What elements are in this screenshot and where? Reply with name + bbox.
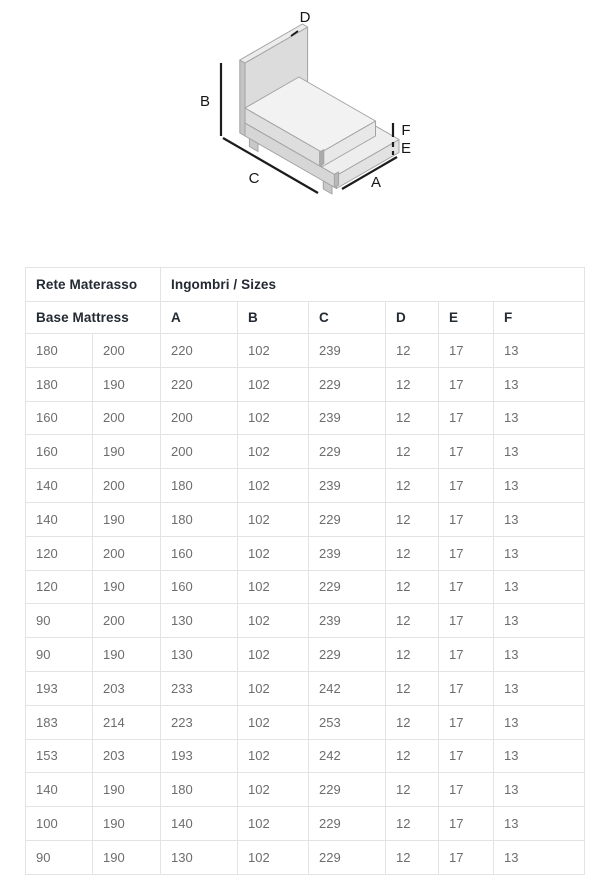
table-cell: 17	[439, 807, 494, 841]
table-row	[26, 570, 585, 604]
table-cell: 17	[439, 638, 494, 672]
bed-isometric-drawing	[185, 6, 435, 224]
table-cell: 102	[238, 502, 309, 536]
table-cell: 220	[161, 334, 238, 368]
table-cell: 13	[494, 435, 585, 469]
table-cell: 160	[161, 570, 238, 604]
table-cell: 17	[439, 739, 494, 773]
column-header-b: B	[238, 302, 309, 334]
sizes-table-section	[25, 267, 584, 875]
table-cell: 13	[494, 469, 585, 503]
table-cell: 193	[161, 739, 238, 773]
table-cell: 13	[494, 367, 585, 401]
table-cell: 200	[93, 604, 161, 638]
column-header-d: D	[386, 302, 439, 334]
table-row	[26, 435, 585, 469]
table-cell: 12	[386, 367, 439, 401]
table-cell: 180	[161, 773, 238, 807]
table-cell: 193	[26, 671, 93, 705]
column-header-f: F	[494, 302, 585, 334]
table-cell: 180	[26, 367, 93, 401]
table-cell: 102	[238, 435, 309, 469]
label-f: F	[401, 122, 411, 139]
table-row	[26, 502, 585, 536]
table-cell: 200	[93, 401, 161, 435]
table-cell: 12	[386, 705, 439, 739]
table-cell: 203	[93, 671, 161, 705]
table-cell: 12	[386, 671, 439, 705]
table-cell: 12	[386, 536, 439, 570]
table-cell: 239	[309, 469, 386, 503]
table-cell: 13	[494, 638, 585, 672]
table-cell: 17	[439, 435, 494, 469]
table-cell: 120	[26, 570, 93, 604]
label-e: E	[400, 140, 412, 157]
table-cell: 203	[93, 739, 161, 773]
label-b: B	[199, 93, 211, 110]
table-cell: 229	[309, 502, 386, 536]
headboard-left-edge	[240, 60, 245, 136]
table-cell: 130	[161, 840, 238, 874]
table-cell: 160	[26, 435, 93, 469]
table-cell: 12	[386, 502, 439, 536]
table-cell: 200	[93, 334, 161, 368]
table-row	[26, 536, 585, 570]
table-cell: 229	[309, 773, 386, 807]
table-cell: 17	[439, 401, 494, 435]
table-cell: 153	[26, 739, 93, 773]
table-cell: 102	[238, 638, 309, 672]
table-cell: 13	[494, 536, 585, 570]
table-cell: 17	[439, 334, 494, 368]
table-cell: 13	[494, 570, 585, 604]
table-cell: 17	[439, 604, 494, 638]
table-cell: 253	[309, 705, 386, 739]
table-cell: 17	[439, 367, 494, 401]
table-cell: 17	[439, 773, 494, 807]
table-cell: 190	[93, 502, 161, 536]
table-cell: 190	[93, 570, 161, 604]
table-row	[26, 469, 585, 503]
table-row	[26, 638, 585, 672]
table-cell: 200	[93, 536, 161, 570]
table-cell: 102	[238, 334, 309, 368]
bed-dimension-diagram	[185, 6, 435, 224]
column-header-e: E	[439, 302, 494, 334]
table-cell: 130	[161, 638, 238, 672]
sizes-table	[25, 267, 585, 875]
header-group-row	[26, 268, 585, 302]
table-cell: 12	[386, 638, 439, 672]
table-cell: 12	[386, 739, 439, 773]
table-cell: 13	[494, 401, 585, 435]
table-cell: 12	[386, 435, 439, 469]
table-cell: 190	[93, 840, 161, 874]
table-cell: 239	[309, 334, 386, 368]
table-cell: 183	[26, 705, 93, 739]
table-cell: 200	[161, 401, 238, 435]
table-cell: 242	[309, 739, 386, 773]
table-cell: 102	[238, 367, 309, 401]
table-cell: 12	[386, 570, 439, 604]
table-cell: 13	[494, 334, 585, 368]
table-cell: 140	[26, 469, 93, 503]
table-cell: 180	[161, 502, 238, 536]
table-cell: 13	[494, 705, 585, 739]
table-cell: 13	[494, 840, 585, 874]
table-cell: 223	[161, 705, 238, 739]
table-cell: 17	[439, 536, 494, 570]
table-cell: 12	[386, 807, 439, 841]
table-cell: 102	[238, 807, 309, 841]
header-ingombri-sizes: Ingombri / Sizes	[161, 268, 585, 302]
table-row	[26, 604, 585, 638]
sizes-table-body	[26, 334, 585, 875]
table-cell: 140	[26, 773, 93, 807]
table-cell: 190	[93, 773, 161, 807]
table-cell: 239	[309, 604, 386, 638]
table-cell: 190	[93, 807, 161, 841]
table-cell: 190	[93, 435, 161, 469]
table-cell: 200	[161, 435, 238, 469]
table-cell: 102	[238, 671, 309, 705]
table-cell: 102	[238, 739, 309, 773]
table-cell: 214	[93, 705, 161, 739]
table-row	[26, 671, 585, 705]
label-c: C	[248, 170, 260, 187]
table-cell: 140	[26, 502, 93, 536]
table-row	[26, 334, 585, 368]
table-cell: 239	[309, 401, 386, 435]
table-cell: 229	[309, 367, 386, 401]
header-rete-materasso: Rete Materasso	[26, 268, 161, 302]
table-cell: 13	[494, 739, 585, 773]
table-cell: 242	[309, 671, 386, 705]
table-cell: 17	[439, 705, 494, 739]
table-row	[26, 367, 585, 401]
table-cell: 220	[161, 367, 238, 401]
table-cell: 130	[161, 604, 238, 638]
table-row	[26, 773, 585, 807]
table-cell: 12	[386, 401, 439, 435]
label-d: D	[299, 9, 311, 26]
table-cell: 180	[161, 469, 238, 503]
table-cell: 102	[238, 469, 309, 503]
table-row	[26, 401, 585, 435]
table-row	[26, 807, 585, 841]
table-cell: 13	[494, 502, 585, 536]
table-cell: 100	[26, 807, 93, 841]
table-cell: 229	[309, 570, 386, 604]
table-cell: 17	[439, 469, 494, 503]
table-cell: 90	[26, 604, 93, 638]
table-cell: 102	[238, 570, 309, 604]
table-cell: 102	[238, 536, 309, 570]
table-cell: 17	[439, 840, 494, 874]
table-cell: 229	[309, 435, 386, 469]
header-base-mattress: Base Mattress	[26, 302, 161, 334]
table-cell: 12	[386, 840, 439, 874]
table-cell: 12	[386, 469, 439, 503]
table-cell: 160	[26, 401, 93, 435]
header-columns-row	[26, 302, 585, 334]
column-header-a: A	[161, 302, 238, 334]
table-cell: 13	[494, 604, 585, 638]
table-cell: 229	[309, 638, 386, 672]
table-row	[26, 840, 585, 874]
table-cell: 102	[238, 840, 309, 874]
table-cell: 200	[93, 469, 161, 503]
table-cell: 13	[494, 807, 585, 841]
table-cell: 17	[439, 502, 494, 536]
table-cell: 102	[238, 604, 309, 638]
table-cell: 12	[386, 334, 439, 368]
column-header-c: C	[309, 302, 386, 334]
table-cell: 13	[494, 671, 585, 705]
table-cell: 90	[26, 840, 93, 874]
table-cell: 12	[386, 773, 439, 807]
label-a: A	[370, 174, 382, 191]
table-cell: 229	[309, 840, 386, 874]
table-row	[26, 705, 585, 739]
table-cell: 233	[161, 671, 238, 705]
table-cell: 12	[386, 604, 439, 638]
table-cell: 190	[93, 367, 161, 401]
table-cell: 120	[26, 536, 93, 570]
table-cell: 190	[93, 638, 161, 672]
table-cell: 229	[309, 807, 386, 841]
table-cell: 160	[161, 536, 238, 570]
mattress-corner-shade	[320, 150, 324, 166]
table-cell: 17	[439, 671, 494, 705]
table-cell: 90	[26, 638, 93, 672]
table-cell: 180	[26, 334, 93, 368]
table-cell: 239	[309, 536, 386, 570]
table-cell: 102	[238, 401, 309, 435]
table-cell: 102	[238, 705, 309, 739]
table-row	[26, 739, 585, 773]
table-cell: 17	[439, 570, 494, 604]
table-cell: 13	[494, 773, 585, 807]
base-corner-shade	[334, 172, 338, 187]
table-cell: 140	[161, 807, 238, 841]
table-cell: 102	[238, 773, 309, 807]
